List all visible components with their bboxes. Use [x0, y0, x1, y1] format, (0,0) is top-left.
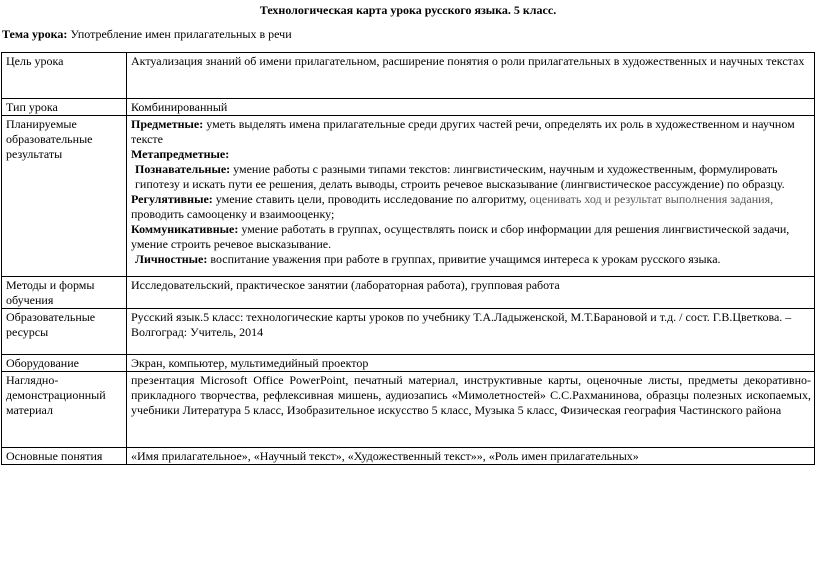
- table-row-results: [2, 116, 815, 277]
- communicative-label: Коммуникативные:: [131, 222, 239, 236]
- subject-text: уметь выделять имена прилагательные среди других частей речи, определять их роль в художественном и научном тексте: [131, 117, 795, 146]
- meta-results: [131, 147, 811, 162]
- cognitive-results: [131, 162, 811, 192]
- document-title: Технологическая карта урока русского языка. 5 класс.: [259, 3, 557, 17]
- table-row-methods: [2, 277, 815, 309]
- concepts-value: «Имя прилагательное», «Научный текст», «Художественный текст»», «Роль имен прилагательных»: [127, 448, 815, 465]
- methods-label: Методы и формы обучения: [2, 277, 127, 309]
- table-row-equipment: [2, 355, 815, 372]
- lesson-plan-table: [1, 52, 815, 465]
- type-label: Тип урока: [2, 99, 127, 116]
- regulative-results: [131, 192, 811, 222]
- goal-label: Цель урока: [2, 53, 127, 99]
- regulative-text-b: оценивать ход и результат выполнения задания,: [529, 192, 774, 206]
- topic-label: Тема урока:: [2, 27, 68, 41]
- regulative-text-c: проводить самооценку и взаимооценку;: [131, 207, 335, 221]
- equipment-value: Экран, компьютер, мультимедийный проектор: [127, 355, 815, 372]
- personal-label: Личностные:: [135, 252, 208, 266]
- communicative-text: умение работать в группах, осуществлять поиск и сбор информации для решения лингвистической задачи, умение строить речевое высказывание.: [131, 222, 790, 251]
- type-value: Комбинированный: [127, 99, 815, 116]
- cognitive-text: умение работы с разными типами текстов: лингвистическим, научным и художественным, формулировать гипотезу и искать пути ее решения, делать выводы, строить речевое высказывание (лингвистическое рассуждение) по образцу.: [135, 162, 785, 191]
- resources-value: Русский язык.5 класс: технологические карты уроков по учебнику Т.А.Ладыженской, М.Т.Барановой и т.д. / сост. Г.В.Цветкова. – Волгоград: Учитель, 2014: [127, 309, 815, 355]
- table-row-concepts: [2, 448, 815, 465]
- table-row-goal: [2, 53, 815, 99]
- table-row-resources: [2, 309, 815, 355]
- results-value: [127, 116, 815, 277]
- cognitive-label: Познавательные:: [135, 162, 231, 176]
- subject-label: Предметные:: [131, 117, 204, 131]
- regulative-label: Регулятивные:: [131, 192, 213, 206]
- table-row-materials: [2, 372, 815, 448]
- communicative-results: [131, 222, 811, 252]
- resources-label: Образовательные ресурсы: [2, 309, 127, 355]
- personal-text: воспитание уважения при работе в группах, привитие учащимся интереса к урокам русского языка.: [210, 252, 721, 266]
- meta-label: Метапредметные:: [131, 147, 230, 161]
- subject-results: [131, 117, 811, 147]
- topic-value: Употребление имен прилагательных в речи: [70, 27, 292, 41]
- results-label: Планируемые образовательные результаты: [2, 116, 127, 277]
- personal-results: [131, 252, 811, 267]
- methods-value: Исследовательский, практическое занятии (лабораторная работа), групповая работа: [127, 277, 815, 309]
- equipment-label: Оборудование: [2, 355, 127, 372]
- table-row-type: [2, 99, 815, 116]
- topic-line: [2, 27, 292, 42]
- concepts-label: Основные понятия: [2, 448, 127, 465]
- regulative-text-a: умение ставить цели, проводить исследование по алгоритму,: [215, 192, 527, 206]
- goal-value: Актуализация знаний об имени прилагательном, расширение понятия о роли прилагательных в художественных и научных текстах: [127, 53, 815, 99]
- materials-label: Наглядно-демонстрационный материал: [2, 372, 127, 448]
- materials-value: презентация Microsoft Office PowerPoint, печатный материал, инструктивные карты, оценочные листы, предметы декоративно-прикладного творчества, рефлексивная мишень, аудиозапись «Мимолетностей» С.С.Рахманинова, образцы полезных ископаемых, учебники Литература 5 класс, Изобразительное искусство 5 класс, Музыка 5 класс, Физическая география Частинского района: [127, 372, 815, 448]
